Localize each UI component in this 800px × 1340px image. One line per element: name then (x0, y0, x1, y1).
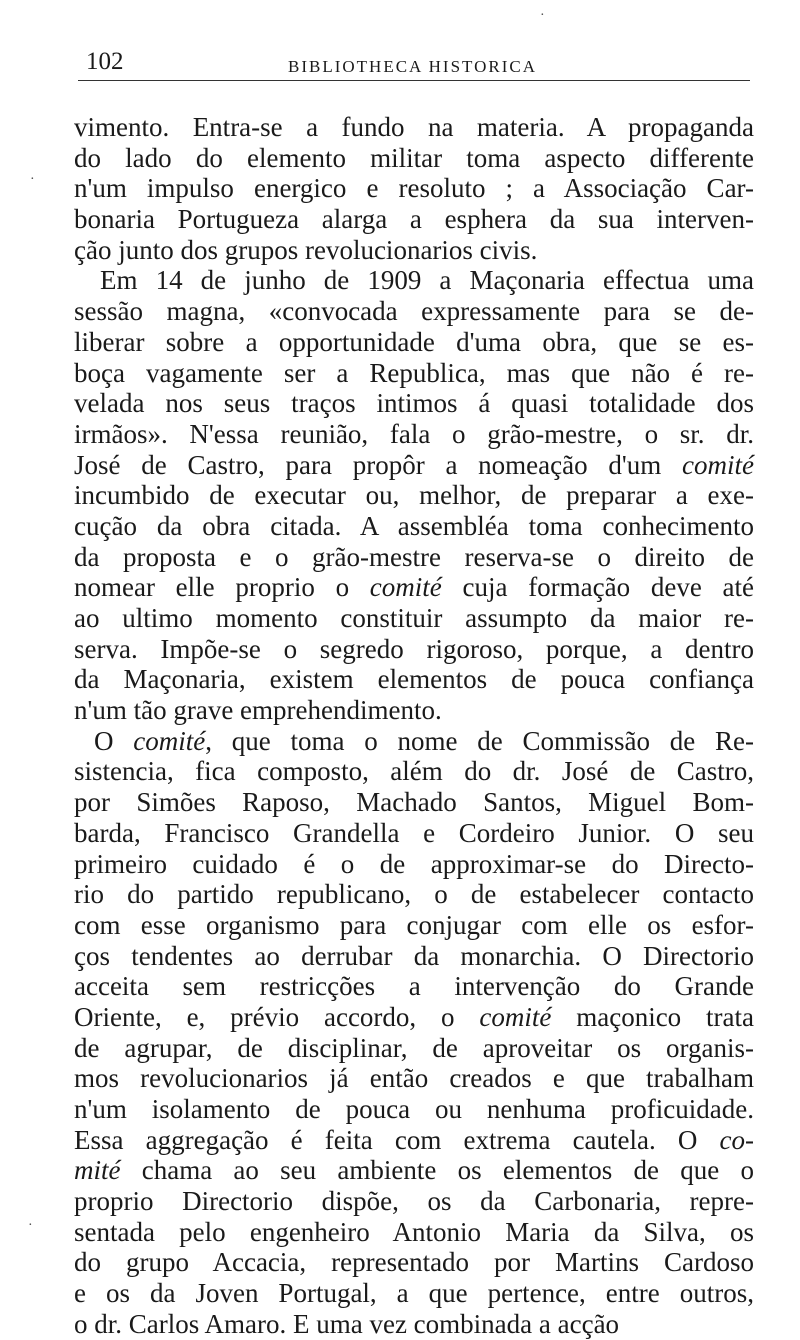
text-line (74, 726, 754, 757)
text-segment: José de Castro, para propôr a nomeação d'um (74, 449, 683, 480)
text-segment: cução da obra citada. A assembléa toma conhecimento (74, 510, 754, 541)
text-segment: cuja formação deve até (441, 572, 754, 603)
text-line (74, 143, 754, 174)
text-line (74, 450, 754, 481)
text-line (74, 849, 754, 880)
text-segment: n'um tão grave emprehendimento. (74, 695, 442, 726)
text-line (74, 971, 754, 1002)
speck-mark: · (28, 1218, 33, 1233)
text-segment: Essa aggregação é feita com extrema cautela. O (74, 1124, 720, 1155)
text-segment: e os da Joven Portugal, a que pertence, entre outros, (74, 1278, 754, 1309)
text-line (74, 1125, 754, 1156)
text-segment: sessão magna, «convocada expressamente para se de- (74, 296, 754, 327)
italic-term: co- (719, 1124, 754, 1155)
text-line (74, 634, 754, 665)
text-line (74, 419, 754, 450)
text-line (74, 542, 754, 573)
paragraph (74, 265, 754, 725)
italic-term: comité (682, 449, 754, 480)
text-segment: barda, Francisco Grandella e Cordeiro Junior. O seu (74, 817, 754, 848)
text-line (74, 480, 754, 511)
text-segment: por Simões Raposo, Machado Santos, Miguel Bom- (74, 787, 754, 818)
text-line (74, 296, 754, 327)
text-line (74, 1309, 754, 1340)
text-segment: proprio Directorio dispõe, os da Carbonaria, repre- (74, 1186, 754, 1217)
text-segment: do grupo Accacia, representado por Martins Cardoso (74, 1247, 754, 1278)
text-line (74, 327, 754, 358)
text-line (74, 756, 754, 787)
italic-term: comité (133, 725, 206, 756)
text-segment: bonaria Portugueza alarga a esphera da sua interven- (74, 204, 754, 235)
italic-term: comité (479, 1001, 552, 1032)
text-segment: maçonico trata (551, 1001, 754, 1032)
text-segment: rio do partido republicano, o de estabelecer contacto (74, 879, 754, 910)
text-segment: velada nos seus traços intimos á quasi totalidade dos (74, 388, 754, 419)
text-line (74, 1278, 754, 1309)
text-line (74, 818, 754, 849)
text-segment: incumbido de executar ou, melhor, de preparar a exe- (74, 480, 754, 511)
text-segment: ços tendentes ao derrubar da monarchia. O Directorio (74, 940, 754, 971)
text-line (74, 664, 754, 695)
text-line (74, 265, 754, 296)
text-line (74, 1094, 754, 1125)
text-line (74, 1033, 754, 1064)
text-segment: vimento. Entra-se a fundo na materia. A propaganda (74, 112, 754, 142)
text-segment: Oriente, e, prévio accordo, o (74, 1001, 480, 1032)
text-segment: do lado do elemento militar toma aspecto differente (74, 142, 754, 173)
text-segment: da proposta e o grão-mestre reserva-se o direito de (74, 541, 754, 572)
speck-mark: · (540, 8, 545, 23)
page-number: 102 (86, 48, 124, 75)
text-line (74, 910, 754, 941)
italic-term: comité (369, 572, 442, 603)
text-segment: nomear elle proprio o (74, 572, 370, 603)
text-segment: com esse organismo para conjugar com elle os esfor- (74, 909, 754, 940)
text-segment: chama ao seu ambiente os elementos de que o (120, 1155, 754, 1186)
text-segment: O (94, 725, 134, 756)
text-line (74, 112, 754, 143)
text-line (74, 1063, 754, 1094)
text-line (74, 879, 754, 910)
text-segment: serva. Impõe-se o segredo rigoroso, porque, a dentro (74, 633, 754, 664)
text-segment: boça vagamente ser a Republica, mas que não é re- (74, 357, 754, 388)
text-line (74, 1155, 754, 1186)
text-line (74, 358, 754, 389)
text-segment: primeiro cuidado é o de approximar-se do Directo- (74, 848, 754, 879)
text-segment: irmãos». N'essa reunião, fala o grão-mestre, o sr. dr. (74, 418, 754, 449)
running-title: BIBLIOTHECA HISTORICA (288, 57, 537, 76)
text-segment: ao ultimo momento constituir assumpto da maior re- (74, 603, 754, 633)
text-line (74, 235, 754, 266)
paragraph (74, 726, 754, 1340)
text-segment: sentada pelo engenheiro Antonio Maria da Silva, os (74, 1216, 754, 1247)
text-line (74, 1247, 754, 1278)
text-line (74, 787, 754, 818)
text-segment: mos revolucionarios já então creados e que trabalham (74, 1063, 754, 1094)
text-segment: n'um impulso energico e resoluto ; a Associação Car- (74, 173, 754, 204)
text-segment: liberar sobre a opportunidade d'uma obra, que se es- (74, 326, 754, 357)
text-segment: n'um isolamento de pouca ou nenhuma proficuidade. (74, 1094, 754, 1124)
text-line (74, 695, 754, 726)
text-segment: da Maçonaria, existem elementos de pouca confiança (74, 664, 754, 695)
paragraph (74, 112, 754, 265)
text-segment: , que toma o nome de Commissão de Re- (205, 725, 755, 756)
text-segment: Em 14 de junho de 1909 a Maçonaria effectua uma (100, 265, 754, 296)
text-line (74, 1186, 754, 1217)
header-rule (78, 80, 750, 81)
italic-term: mité (74, 1155, 121, 1186)
text-line (74, 388, 754, 419)
text-segment: ção junto dos grupos revolucionarios civis. (74, 234, 538, 265)
speck-mark: · (30, 172, 35, 187)
text-line (74, 173, 754, 204)
text-line (74, 603, 754, 634)
text-line (74, 204, 754, 235)
text-segment: de agrupar, de disciplinar, de aproveitar os organis- (74, 1032, 754, 1063)
text-line (74, 572, 754, 603)
text-segment: acceita sem restricções a intervenção do Grande (74, 971, 754, 1002)
text-segment: sistencia, fica composto, além do dr. José de Castro, (74, 756, 754, 787)
text-line (74, 511, 754, 542)
text-line (74, 1002, 754, 1033)
body-text (74, 112, 754, 1340)
text-segment: o dr. Carlos Amaro. E uma vez combinada a acção (74, 1308, 620, 1339)
text-line (74, 1217, 754, 1248)
text-line (74, 941, 754, 972)
page-header (78, 48, 754, 88)
